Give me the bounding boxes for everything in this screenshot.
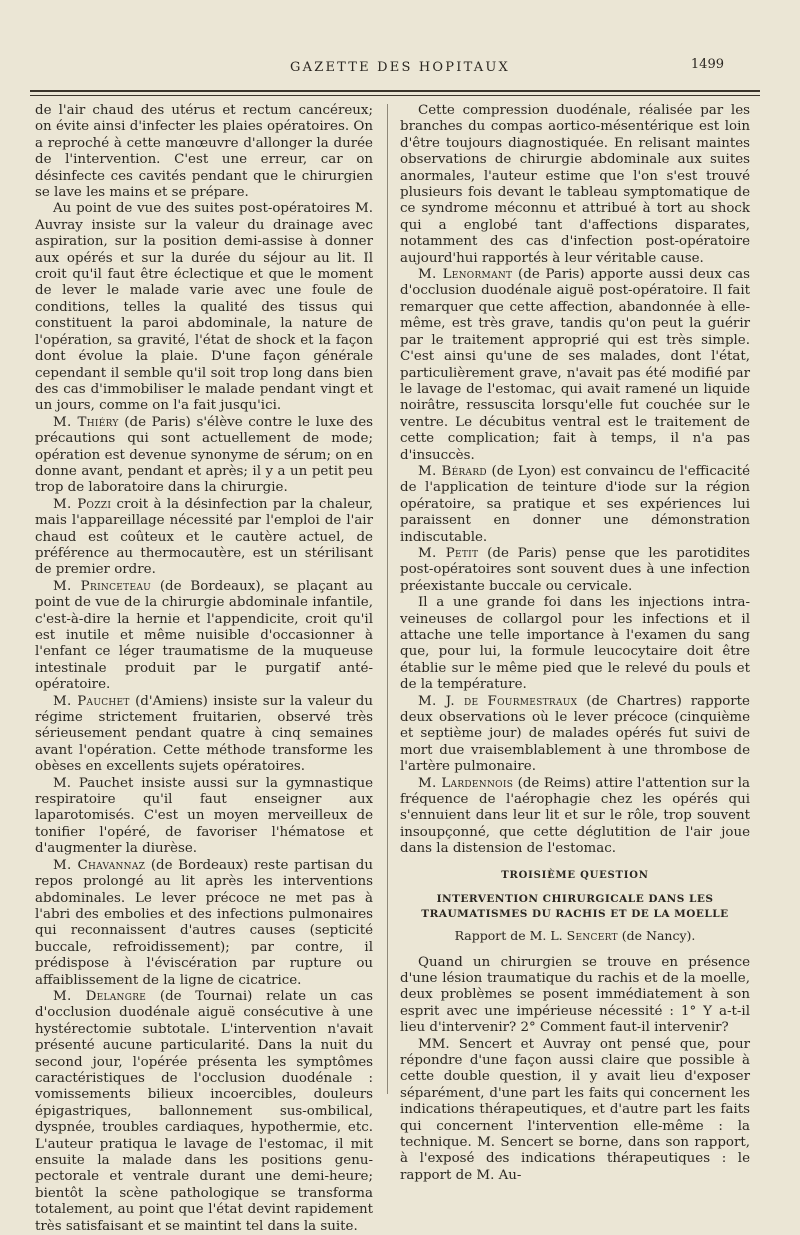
header-rule-thin [30, 95, 760, 96]
paragraph [400, 464, 750, 546]
byline-prefix: Rapport de M. L. [454, 928, 567, 944]
speaker-name: M. Princeteau [53, 578, 152, 594]
paragraph [400, 267, 750, 464]
paragraph: Cette compression duodénale, réalisée par les branches du compas aortico-mésentérique est loin d'être toujours diagnostiquée. En relisant maintes observations de chirurgie abdominale aux suites anormales, l'auteur estime que l'on s'est trouvé plusieurs fois devant le tableau symptomatique de ce syndrome méconnu et attribué à tort au shock qui a englobé tant d'affections disparates, notamment des cas d'infection post-opératoire aujourd'hui rapportés à leur véritable cause. [400, 103, 750, 266]
paragraph [35, 858, 373, 989]
paragraph [35, 415, 373, 497]
paragraph [400, 546, 750, 595]
paragraph [35, 694, 373, 776]
paragraph-text: (de Paris) pense que les parotidites post-opératoires sont souvent dues à une infection préexistante buccale ou cervicale. [400, 545, 751, 594]
section-label: TROISIÈME QUESTION [501, 869, 649, 881]
paragraph-text: (de Reims) attire l'attention sur la fréquence de l'aérophagie chez les opérés qui s'ennuient dans leur lit et sur le rôle, trop souvent insoupçonné, que cette déglutition de l'air joue dans la distension de l'estomac. [400, 775, 750, 857]
paragraph-text: (d'Amiens) insiste sur la valeur du régime strictement fruitarien, observé très sérieusement pendant quatre à cinq semaines avant l'opération. Cette méthode transforme les obèses en excellents sujets opératoires. [35, 693, 373, 775]
column-divider [387, 104, 388, 1094]
paragraph-text: (de Chartres) rapporte deux observations où le lever précoce (cinquième et septième jour) de malades opérés fut suivi de mort due vraisemblablement à une thrombose de l'artère pulmonaire. [400, 693, 750, 775]
speaker-name: M. Pauchet [53, 693, 130, 709]
paragraph: de l'air chaud des utérus et rectum cancéreux; on évite ainsi d'infecter les plaies opératoires. On a reproché à cette manœuvre d'allonger la durée de l'intervention. C'est une erreur, car on désinfecte ces cavités pendant que le chirurgien se lave les mains et se prépare. [35, 103, 373, 201]
paragraph-text: (de Paris) s'élève contre le luxe des précautions qui sont actuellement de mode; opération est devenue synonyme de sérum; on en donne avant, pendant et après; il y a un petit peu trop de laboratoire dans la chirurgie. [35, 414, 373, 496]
paragraph [35, 497, 373, 579]
speaker-name: M. Pozzi [53, 496, 112, 512]
speaker-name: M. Petit [418, 545, 479, 561]
paragraph: Quand un chirurgien se trouve en présence d'une lésion traumatique du rachis et de la moelle, deux problèmes se posent immédiatement à son esprit avec une impérieuse nécessité : 1° Y a-t-il lieu d'intervenir? 2° Comment faut-il intervenir? [400, 954, 750, 1036]
paragraph-text: (de Bordeaux), se plaçant au point de vue de la chirurgie abdominale infantile, c'est-à-dire la hernie et l'appendicite, croit qu'il est inutile et même nuisible d'occasionner à l'enfant ce léger traumatisme de la muqueuse intestinale produit par le purgatif anté-opératoire. [35, 578, 373, 693]
left-column [35, 103, 373, 1235]
paragraph-text: croit à la désinfection par la chaleur, mais l'appareillage nécessité par l'emploi de l'air chaud est coûteux et le cautère actuel, de préférence au thermocautère, est un stérilisant de premier ordre. [35, 496, 373, 578]
page-header [0, 57, 800, 86]
speaker-name: M. Lardennois [418, 775, 514, 791]
byline-author: Sencert [566, 928, 618, 944]
paragraph-text: (de Tournai) relate un cas d'occlusion duodénale aiguë consécutive à une hystérectomie subtotale. L'intervention n'avait présenté aucune particularité. Dans la nuit du second jour, l'opérée présenta les symptômes caractéristiques de l'occlusion duodénale : vomissements bilieux incoercibles, douleurs épigastriques, ballonnement sus-ombilical, dyspnée, troubles cardiaques, hypothermie, etc. L'auteur pratiqua le lavage de l'estomac, il mit ensuite la malade dans les positions genu-pectorale et ventrale durant une demi-heure; bientôt la scène pathologique se transforma totalement, au point que l'état devint rapidement très satisfaisant et se maintint tel dans la suite. [35, 988, 373, 1234]
speaker-name: M. J. de Fourmestraux [418, 693, 578, 709]
paragraph: Au point de vue des suites post-opératoires M. Auvray insiste sur la valeur du drainage avec aspiration, sur la position demi-assise à donner aux opérés et sur la durée du séjour au lit. Il croit qu'il faut être éclectique et que le moment de lever le malade varie avec une foule de conditions, telles la qualité des tissus qui constituent la paroi abdominale, la nature de l'opération, sa gravité, l'état de shock et la façon dont évolue la plaie. D'une façon générale cependant il semble qu'il soit trop long dans bien des cas d'immobiliser le malade pendant vingt et un jours, comme on l'a fait jusqu'ici. [35, 201, 373, 414]
paragraph: MM. Sencert et Auvray ont pensé que, pour répondre d'une façon aussi claire que possible à cette double question, il y avait lieu d'exposer séparément, d'une part les faits qui concernent les indications thérapeutiques, et d'autre part les faits qui concernent l'intervention elle-même : la technique. M. Sencert se borne, dans son rapport, à l'exposé des indications thérapeutiques : le rapport de M. Au- [400, 1036, 750, 1183]
paragraph-text: (de Paris) apporte aussi deux cas d'occlusion duodénale aiguë post-opératoire. Il fait remarquer que cette affection, abandonnée à elle-même, est très grave, tandis qu'on peut la guérir par le traitement approprié qui est très simple. C'est ainsi qu'une de ses malades, dont l'état, particulièrement grave, n'avait pas été modifié par le lavage de l'estomac, qui avait ramené un liquide noirâtre, ressuscita lorsqu'elle fut couchée sur le ventre. Le décubitus ventral est le traitement de cette complication; fait à temps, il n'a pas d'insuccès. [400, 267, 750, 463]
section-byline [400, 928, 750, 944]
paragraph-text: (de Bordeaux) reste partisan du repos prolongé au lit après les interventions abdominales. Le lever précoce ne met pas à l'abri des embolies et des infections pulmonaires qui reconnaissent d'autres causes (septicité buccale, refroidissement); par contre, il prédispose à l'éviscération par rupture ou affaiblissement de la ligne de cicatrice. [35, 857, 373, 988]
speaker-name: M. Thiéry [53, 414, 119, 430]
paragraph [400, 776, 750, 858]
paragraph: M. Pauchet insiste aussi sur la gymnastique respiratoire qu'il faut enseigner aux laparotomisés. C'est un moyen merveilleux de tonifier l'opéré, de favoriser l'hématose et d'augmenter la diurèse. [35, 775, 373, 857]
speaker-name: M. Lenormant [418, 267, 513, 283]
page-number: 1499 [690, 57, 724, 72]
paragraph [35, 989, 373, 1235]
byline-suffix: (de Nancy). [617, 928, 696, 944]
speaker-name: M. Chavannaz [53, 857, 146, 873]
paragraph [400, 694, 750, 776]
paragraph: Il a une grande foi dans les injections intra-veineuses de collargol pour les infections et il attache une telle importance à l'examen du sang que, pour lui, la formule leucocytaire doit être établie sur le même pied que le relevé du pouls et de la température. [400, 595, 750, 693]
right-column [400, 103, 750, 1184]
paragraph-text: (de Lyon) est convaincu de l'efficacité de l'application de teinture d'iode sur la région opératoire, sa pratique et ses expériences lui paraissent en donner une démonstration indiscutable. [400, 463, 750, 545]
section-title: INTERVENTION CHIRURGICALE DANS LES TRAUMATISMES DU RACHIS ET DE LA MOELLE [421, 893, 729, 921]
header-rule-thick [30, 90, 760, 92]
paragraph [35, 579, 373, 694]
speaker-name: M. Bérard [418, 463, 487, 479]
speaker-name: M. Delangre [53, 988, 147, 1004]
running-title: GAZETTE DES HOPITAUX [290, 60, 510, 75]
